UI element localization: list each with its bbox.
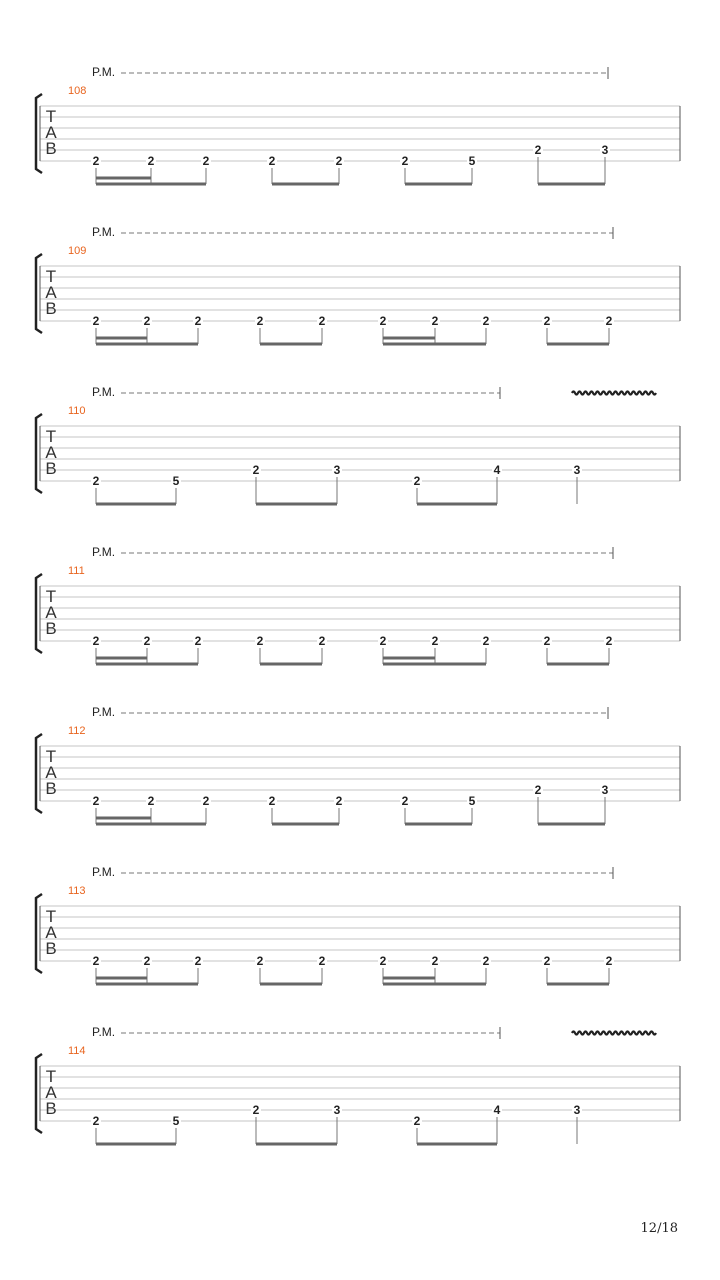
fret-number: 2: [268, 154, 276, 168]
tab-clef-letter: T: [45, 907, 57, 926]
tab-clef-letter: B: [45, 139, 57, 158]
fret-number: 2: [252, 1103, 260, 1117]
fret-number: 2: [92, 1114, 100, 1128]
tab-clef-letter: B: [45, 619, 57, 638]
beam: [96, 1143, 176, 1146]
palm-mute-label: P.M.: [92, 65, 116, 79]
fret-number: 2: [92, 474, 100, 488]
fret-number: 5: [468, 794, 476, 808]
beam: [538, 183, 605, 186]
tab-clef-letter: T: [45, 267, 57, 286]
fret-number: 2: [318, 634, 326, 648]
fret-number: 2: [605, 314, 613, 328]
measure-number: 112: [68, 725, 86, 737]
fret-number: 2: [534, 143, 542, 157]
fret-number: 2: [431, 314, 439, 328]
beam: [256, 1143, 337, 1146]
palm-mute-label: P.M.: [92, 225, 116, 239]
beam-secondary: [96, 657, 147, 660]
fret-number: 2: [482, 954, 490, 968]
vibrato-marking: [572, 1032, 656, 1035]
fret-number: 2: [543, 634, 551, 648]
beam-secondary: [96, 817, 151, 820]
beam: [96, 343, 198, 346]
fret-number: 2: [605, 954, 613, 968]
beam: [538, 823, 605, 826]
tab-system-114: [36, 1025, 680, 1146]
beam: [260, 343, 322, 346]
beam-secondary: [96, 977, 147, 980]
measure-number: 111: [68, 565, 85, 577]
vibrato-marking: [572, 392, 656, 395]
fret-number: 3: [573, 463, 581, 477]
beam: [96, 983, 198, 986]
beam-secondary: [383, 977, 435, 980]
tab-clef-letter: B: [45, 939, 57, 958]
beam: [260, 983, 322, 986]
beam: [383, 663, 486, 666]
fret-number: 2: [335, 794, 343, 808]
beam: [96, 663, 198, 666]
tab-clef-letter: A: [45, 283, 57, 302]
beam: [96, 503, 176, 506]
fret-number: 2: [413, 1114, 421, 1128]
fret-number: 2: [143, 634, 151, 648]
palm-mute-label: P.M.: [92, 385, 116, 399]
tab-clef-letter: B: [45, 299, 57, 318]
beam: [547, 983, 609, 986]
fret-number: 2: [401, 794, 409, 808]
page-indicator: 12/18: [640, 1221, 678, 1236]
fret-number: 2: [256, 314, 264, 328]
fret-number: 2: [92, 954, 100, 968]
fret-number: 2: [143, 314, 151, 328]
measure-number: 113: [68, 885, 86, 897]
tab-clef-letter: B: [45, 459, 57, 478]
beam: [260, 663, 322, 666]
beam: [256, 503, 337, 506]
fret-number: 2: [335, 154, 343, 168]
tab-clef-letter: A: [45, 1083, 57, 1102]
tab-clef-letter: T: [45, 107, 57, 126]
tab-clef-letter: B: [45, 1099, 57, 1118]
beam: [417, 1143, 497, 1146]
fret-number: 2: [605, 634, 613, 648]
fret-number: 2: [534, 783, 542, 797]
tab-clef-letter: A: [45, 123, 57, 142]
fret-number: 2: [256, 634, 264, 648]
beam: [547, 343, 609, 346]
fret-number: 3: [333, 1103, 341, 1117]
beam: [272, 823, 339, 826]
tab-clef-letter: A: [45, 923, 57, 942]
beam: [405, 823, 472, 826]
tab-clef-letter: A: [45, 763, 57, 782]
fret-number: 2: [194, 314, 202, 328]
measure-number: 108: [68, 85, 87, 97]
fret-number: 3: [601, 783, 609, 797]
beam: [417, 503, 497, 506]
tab-system-108: [36, 65, 680, 186]
fret-number: 2: [256, 954, 264, 968]
fret-number: 2: [92, 794, 100, 808]
beam-secondary: [383, 657, 435, 660]
measure-number: 109: [68, 245, 87, 257]
fret-number: 2: [202, 794, 210, 808]
beam: [272, 183, 339, 186]
fret-number: 2: [431, 954, 439, 968]
fret-number: 2: [401, 154, 409, 168]
fret-number: 2: [202, 154, 210, 168]
tab-clef-letter: T: [45, 427, 57, 446]
tab-clef-letter: T: [45, 587, 57, 606]
palm-mute-label: P.M.: [92, 545, 116, 559]
fret-number: 2: [143, 954, 151, 968]
fret-number: 2: [92, 154, 100, 168]
tab-system-113: [36, 865, 680, 986]
fret-number: 2: [431, 634, 439, 648]
fret-number: 3: [573, 1103, 581, 1117]
measure-number: 110: [68, 405, 86, 417]
beam-secondary: [96, 337, 147, 340]
tab-system-109: [36, 225, 680, 346]
fret-number: 2: [413, 474, 421, 488]
palm-mute-label: P.M.: [92, 705, 116, 719]
beam: [96, 823, 206, 826]
fret-number: 2: [252, 463, 260, 477]
beam: [383, 983, 486, 986]
fret-number: 2: [379, 314, 387, 328]
fret-number: 2: [318, 314, 326, 328]
tab-system-111: [36, 545, 680, 666]
tab-clef-letter: A: [45, 603, 57, 622]
fret-number: 2: [147, 154, 155, 168]
fret-number: 2: [482, 314, 490, 328]
fret-number: 2: [194, 954, 202, 968]
beam: [547, 663, 609, 666]
fret-number: 3: [601, 143, 609, 157]
fret-number: 4: [493, 1103, 501, 1117]
fret-number: 2: [379, 954, 387, 968]
fret-number: 2: [194, 634, 202, 648]
fret-number: 2: [318, 954, 326, 968]
fret-number: 2: [92, 634, 100, 648]
fret-number: 4: [493, 463, 501, 477]
tab-clef-letter: B: [45, 779, 57, 798]
fret-number: 2: [379, 634, 387, 648]
fret-number: 2: [543, 954, 551, 968]
palm-mute-label: P.M.: [92, 865, 116, 879]
tab-clef-letter: T: [45, 1067, 57, 1086]
fret-number: 2: [268, 794, 276, 808]
palm-mute-label: P.M.: [92, 1025, 116, 1039]
beam: [405, 183, 472, 186]
tab-clef-letter: A: [45, 443, 57, 462]
beam-secondary: [383, 337, 435, 340]
beam: [383, 343, 486, 346]
beam: [96, 183, 206, 186]
fret-number: 5: [172, 474, 180, 488]
fret-number: 2: [92, 314, 100, 328]
fret-number: 2: [147, 794, 155, 808]
fret-number: 2: [543, 314, 551, 328]
measure-number: 114: [68, 1045, 86, 1057]
tab-system-112: [36, 705, 680, 826]
tab-system-110: [36, 385, 680, 506]
fret-number: 5: [468, 154, 476, 168]
fret-number: 3: [333, 463, 341, 477]
fret-number: 5: [172, 1114, 180, 1128]
tab-clef-letter: T: [45, 747, 57, 766]
beam-secondary: [96, 177, 151, 180]
fret-number: 2: [482, 634, 490, 648]
